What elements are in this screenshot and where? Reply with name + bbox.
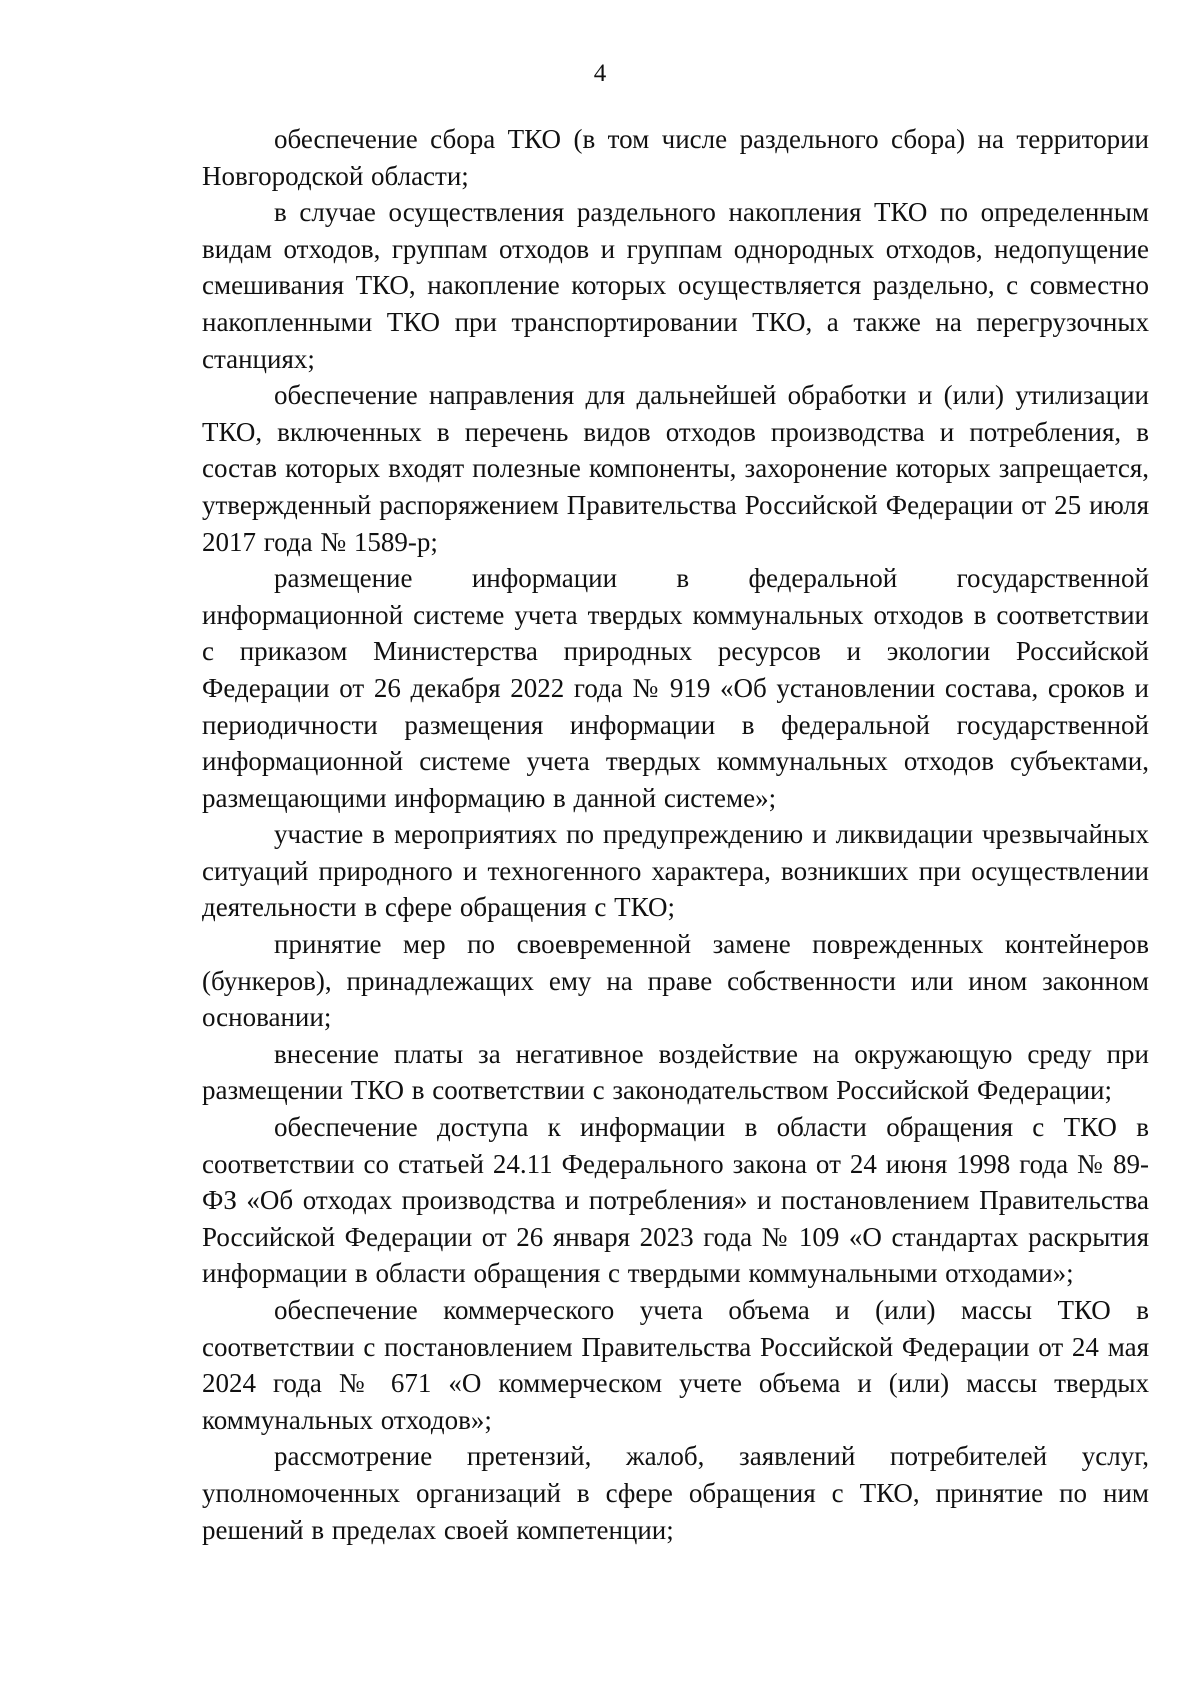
paragraph: внесение платы за негативное воздействие на окружающую среду при размещении ТКО в соответствии с законодательством Российской Федерации; xyxy=(202,1038,1149,1106)
document-body xyxy=(202,121,1149,1548)
paragraph: размещение информации в федеральной государственной информационной системе учета твердых коммунальных отходов в соответствии с приказом Министерства природных ресурсов и экологии Российской Федерации от 26 декабря 2022 года № 919 «Об установлении состава, сроков и периодичности размещения информации в федеральной государственной информационной системе учета твердых коммунальных отходов субъектами, размещающими информацию в данной системе»; xyxy=(202,563,1149,813)
page-number: 4 xyxy=(593,60,607,87)
paragraph: рассмотрение претензий, жалоб, заявлений потребителей услуг, уполномоченных организаций в сфере обращения с ТКО, принятие по ним решений в пределах своей компетенции; xyxy=(202,1441,1149,1545)
paragraph: участие в мероприятиях по предупреждению и ликвидации чрезвычайных ситуаций природного и техногенного характера, возникших при осуществлении деятельности в сфере обращения с ТКО; xyxy=(202,819,1149,923)
paragraph: обеспечение сбора ТКО (в том числе раздельного сбора) на территории Новгородской области; xyxy=(202,124,1149,191)
paragraph: обеспечение коммерческого учета объема и (или) массы ТКО в соответствии с постановлением Правительства Российской Федерации от 24 мая 2024 года № 671 «О коммерческом учете объема и (или) массы твердых коммунальных отходов»; xyxy=(202,1295,1149,1435)
paragraph: принятие мер по своевременной замене поврежденных контейнеров (бункеров), принадлежащих ему на праве собственности или ином законном основании; xyxy=(202,929,1149,1033)
paragraph: в случае осуществления раздельного накопления ТКО по определенным видам отходов, группам отходов и группам однородных отходов, недопущение смешивания ТКО, накопление которых осуществляется раздельно, с совместно накопленными ТКО при транспортировании ТКО, а также на перегрузочных станциях; xyxy=(202,197,1149,374)
paragraph: обеспечение доступа к информации в области обращения с ТКО в соответствии со статьей 24.11 Федерального закона от 24 июня 1998 года № 89-ФЗ «Об отходах производства и потребления» и постановлением Правительства Российской Федерации от 26 января 2023 года № 109 «О стандартах раскрытия информации в области обращения с твердыми коммунальными отходами»; xyxy=(202,1112,1149,1289)
paragraph: обеспечение направления для дальнейшей обработки и (или) утилизации ТКО, включенных в перечень видов отходов производства и потребления, в состав которых входят полезные компоненты, захоронение которых запрещается, утвержденный распоряжением Правительства Российской Федерации от 25 июля 2017 года № 1589-р; xyxy=(202,380,1149,557)
